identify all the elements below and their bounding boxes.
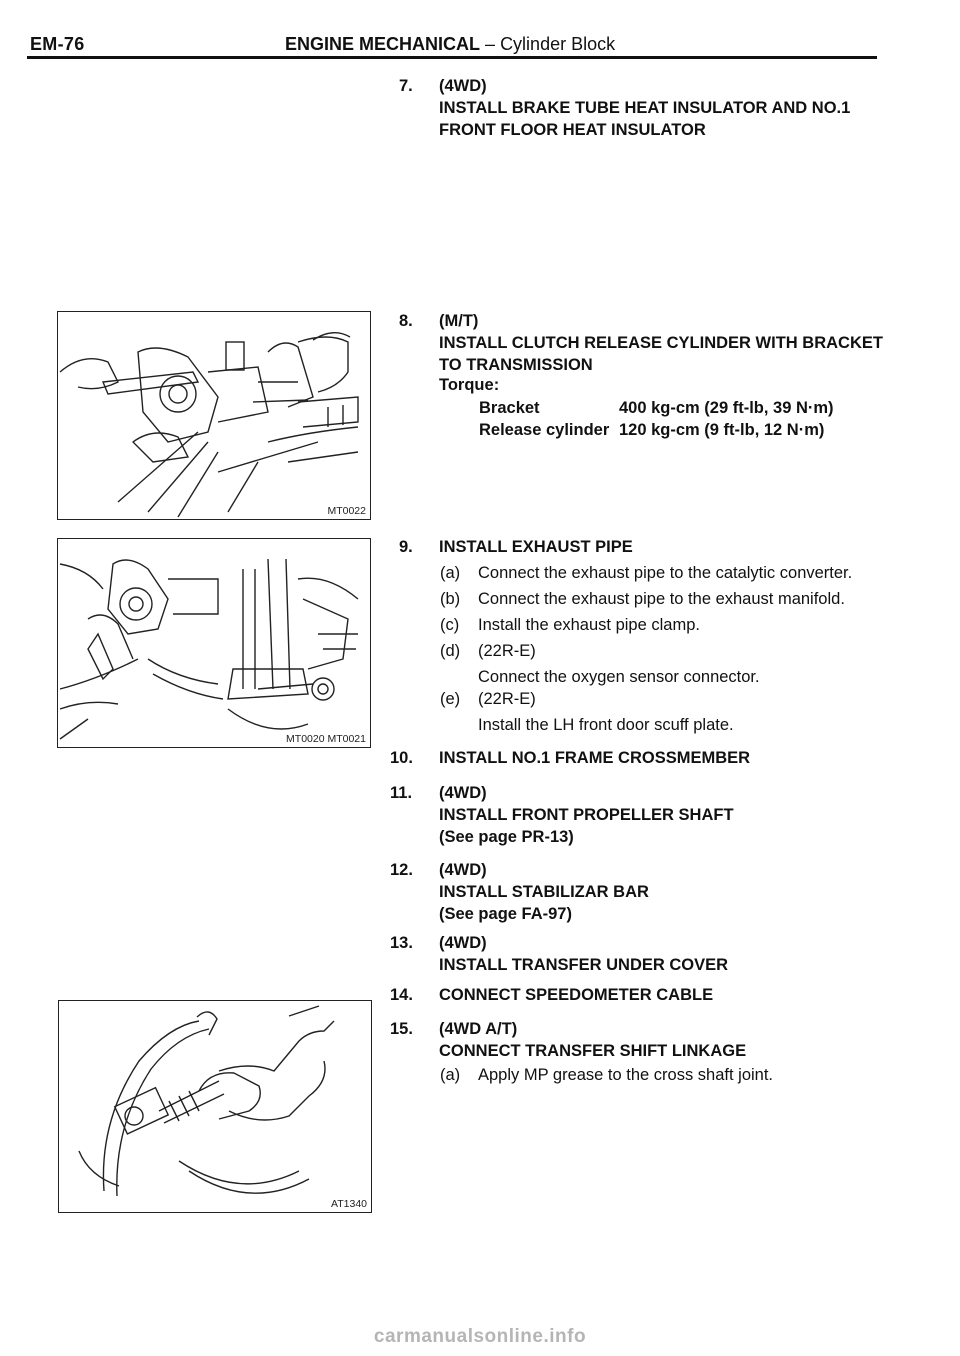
step-title: INSTALL EXHAUST PIPE	[439, 538, 633, 556]
step-number: 12.	[390, 861, 413, 879]
step-14	[390, 984, 900, 1008]
figure-code: MT0022	[327, 505, 366, 517]
step-title: INSTALL TRANSFER UNDER COVER	[439, 956, 729, 974]
figure-transfer-shift-linkage	[58, 1000, 372, 1213]
step-11	[390, 782, 900, 852]
step-title: CONNECT SPEEDOMETER CABLE	[439, 986, 714, 1004]
step-number: 10.	[390, 749, 413, 767]
clutch-illustration	[58, 312, 370, 519]
step-qualifier: (M/T)	[439, 312, 479, 330]
torque-item-bracket: Bracket	[479, 399, 540, 417]
section-title: ENGINE MECHANICAL	[285, 34, 481, 54]
step-reference: (See page FA-97)	[439, 905, 572, 923]
step-7	[399, 75, 899, 145]
page-number: EM-76	[30, 34, 85, 54]
figure-code: AT1340	[331, 1198, 367, 1210]
step-number: 13.	[390, 934, 413, 952]
header-rule	[27, 56, 877, 59]
step-number: 11.	[390, 784, 413, 802]
header-separator: –	[485, 34, 496, 54]
step-8	[399, 310, 899, 380]
step-12	[390, 859, 900, 929]
step-13	[390, 932, 900, 978]
step-qualifier: (4WD)	[439, 934, 487, 952]
step-title-cont: TO TRANSMISSION	[439, 356, 593, 374]
step-number: 15.	[390, 1020, 413, 1038]
watermark: carmanualsonline.info	[373, 1326, 587, 1347]
step-number: 9.	[399, 538, 413, 556]
substep-d: (d) (22R-E) Connect the oxygen sensor connector.	[440, 642, 760, 686]
step-9	[399, 536, 899, 560]
page-header-title	[285, 34, 615, 55]
exhaust-illustration	[58, 539, 370, 747]
torque-value-release-cylinder: 120 kg-cm (9 ft-lb, 12 N·m)	[619, 421, 825, 439]
step-number: 14.	[390, 986, 413, 1004]
step-number: 8.	[399, 312, 413, 330]
step-qualifier: (4WD)	[439, 861, 487, 879]
shift-linkage-illustration	[59, 1001, 371, 1212]
step-qualifier: (4WD)	[439, 784, 487, 802]
figure-clutch-release-cylinder	[57, 311, 371, 520]
substep-b: (b) Connect the exhaust pipe to the exhaust manifold.	[440, 590, 845, 608]
torque-item-release-cylinder: Release cylinder	[479, 421, 610, 439]
substep-a: (a) Connect the exhaust pipe to the catalytic converter.	[440, 564, 853, 582]
step-title-cont: FRONT FLOOR HEAT INSULATOR	[439, 121, 706, 139]
substep-e: (e) (22R-E) Install the LH front door scuff plate.	[440, 690, 734, 734]
torque-label: Torque:	[439, 376, 500, 394]
step-qualifier: (4WD)	[439, 77, 487, 95]
step-number: 7.	[399, 77, 413, 95]
subsection-title: Cylinder Block	[500, 34, 616, 54]
step-reference: (See page PR-13)	[439, 828, 574, 846]
step-title: INSTALL FRONT PROPELLER SHAFT	[439, 806, 734, 824]
figure-exhaust-pipe	[57, 538, 371, 748]
figure-code: MT0020 MT0021	[286, 733, 366, 745]
step-qualifier: (4WD A/T)	[439, 1020, 518, 1038]
step-title: CONNECT TRANSFER SHIFT LINKAGE	[439, 1042, 747, 1060]
substep-a: (a) Apply MP grease to the cross shaft joint.	[440, 1066, 774, 1084]
substep-c: (c) Install the exhaust pipe clamp.	[440, 616, 700, 634]
step-title: INSTALL NO.1 FRAME CROSSMEMBER	[439, 749, 751, 767]
step-15	[390, 1018, 900, 1064]
step-title: INSTALL STABILIZAR BAR	[439, 883, 649, 901]
torque-value-bracket: 400 kg-cm (29 ft-lb, 39 N·m)	[619, 399, 834, 417]
step-10	[390, 747, 900, 771]
step-title: INSTALL BRAKE TUBE HEAT INSULATOR AND NO.1	[439, 99, 851, 117]
step-title: INSTALL CLUTCH RELEASE CYLINDER WITH BRACKET	[439, 334, 883, 352]
